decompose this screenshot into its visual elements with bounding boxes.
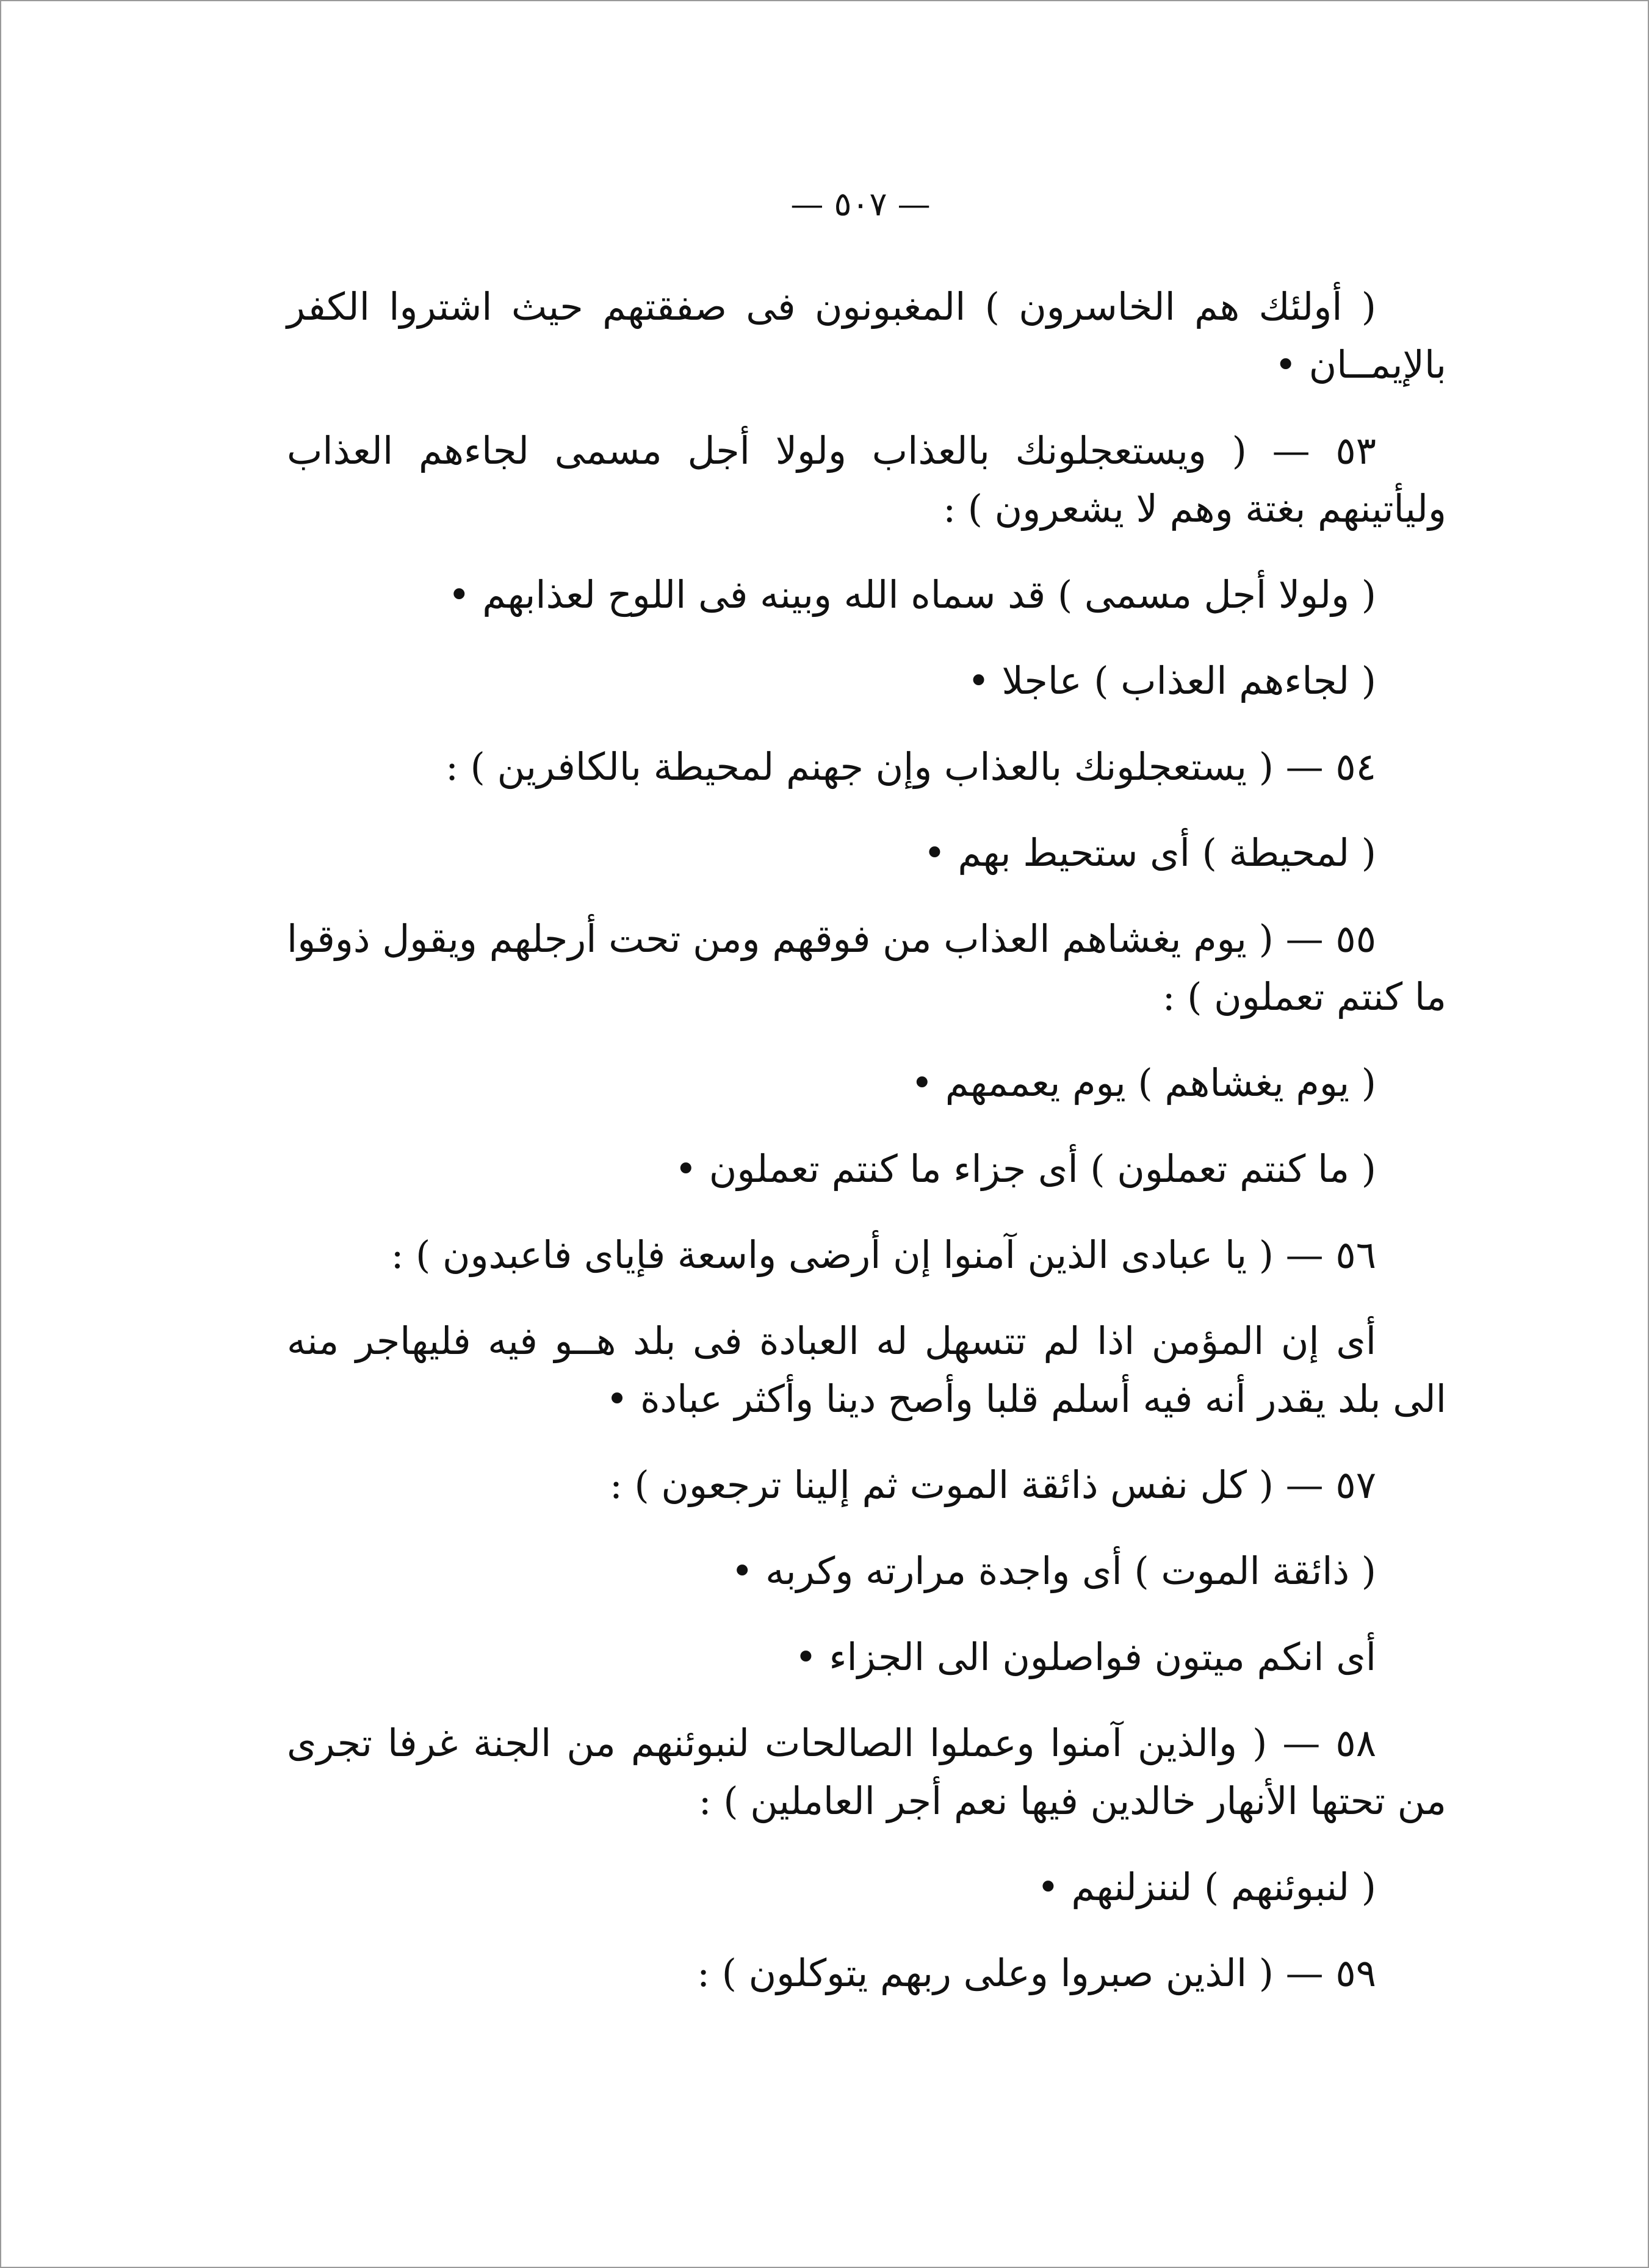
paragraph-16: ( لنبوئنهم ) لننزلنهم • bbox=[1037, 1865, 1376, 1909]
page-number: — ٥٠٧ — bbox=[790, 185, 931, 223]
page-body bbox=[287, 278, 1446, 2002]
paragraph-12: ٥٧ — ( كل نفس ذائقة الموت ثم إلينا ترجعون ) : bbox=[609, 1463, 1376, 1507]
paragraph-11: أى إن المؤمن اذا لم تتسهل له العبادة فى بلد هــو فيه فليهاجر منه الى بلد يقدر أنه فيه أسلم قلبا وأصح دينا وأكثر عبادة • bbox=[287, 1319, 1446, 1421]
paragraph-3: ( ولولا أجل مسمى ) قد سماه الله وبينه فى اللوح لعذابهم • bbox=[448, 572, 1376, 617]
paragraph-15: ٥٨ — ( والذين آمنوا وعملوا الصالحات لنبوئنهم من الجنة غرفا تجرى من تحتها الأنهار خالدين فيها نعم أجر العاملين ) : bbox=[287, 1721, 1446, 1823]
paragraph-8: ( يوم يغشاهم ) يوم يعممهم • bbox=[911, 1060, 1376, 1105]
paragraph-14: أى انكم ميتون فواصلون الى الجزاء • bbox=[795, 1635, 1376, 1679]
paragraph-4: ( لجاءهم العذاب ) عاجلا • bbox=[967, 658, 1376, 703]
paragraph-10: ٥٦ — ( يا عبادى الذين آمنوا إن أرضى واسعة فإياى فاعبدون ) : bbox=[391, 1233, 1376, 1277]
paragraph-2: ٥٣ — ( ويستعجلونك بالعذاب ولولا أجل مسمى لجاءهم العذاب وليأتينهم بغتة وهم لا يشعرون ) : bbox=[287, 428, 1446, 531]
paragraph-13: ( ذائقة الموت ) أى واجدة مرارته وكربه • bbox=[731, 1549, 1376, 1593]
paragraph-5: ٥٤ — ( يستعجلونك بالعذاب وإن جهنم لمحيطة بالكافرين ) : bbox=[446, 744, 1376, 789]
paragraph-9: ( ما كنتم تعملون ) أى جزاء ما كنتم تعملون • bbox=[674, 1147, 1376, 1191]
paragraph-6: ( لمحيطة ) أى ستحيط بهم • bbox=[923, 830, 1376, 875]
paragraph-7: ٥٥ — ( يوم يغشاهم العذاب من فوقهم ومن تحت أرجلهم ويقول ذوقوا ما كنتم تعملون ) : bbox=[287, 916, 1446, 1019]
paragraph-1: ( أولئك هم الخاسرون ) المغبونون فى صفقتهم حيث اشتروا الكفر بالإيمــان • bbox=[287, 284, 1446, 387]
paragraph-17: ٥٩ — ( الذين صبروا وعلى ربهم يتوكلون ) : bbox=[697, 1951, 1376, 1995]
